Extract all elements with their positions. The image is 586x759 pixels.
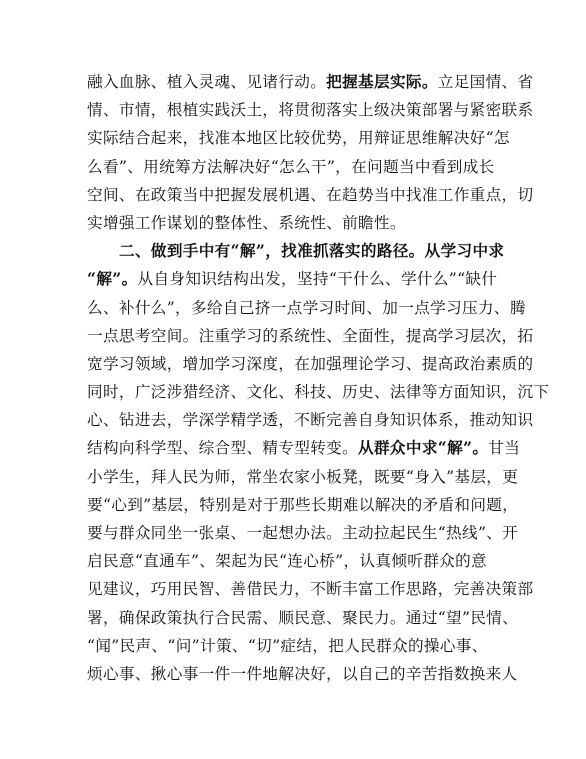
text-span: 心、钻进去，学深学精学透，不断完善自身知识体系，推动知识 bbox=[87, 411, 534, 430]
text-span: 要“心到”基层，特别是对于那些长期难以解决的矛盾和问题， bbox=[87, 495, 519, 514]
text-span: 同时，广泛涉猎经济、文化、科技、历史、法律等方面知识，沉下 bbox=[87, 383, 550, 402]
text-span: 结构向科学型、综合型、精专型转变。 bbox=[87, 439, 359, 458]
text-line bbox=[87, 519, 519, 547]
text-span: 实际结合起来，找准本地区比较优势，用辩证思维解决好“怎 bbox=[87, 129, 510, 148]
text-line bbox=[87, 294, 526, 322]
text-line bbox=[87, 124, 510, 152]
body-text bbox=[87, 68, 550, 688]
text-line bbox=[87, 547, 499, 575]
text-line bbox=[87, 463, 519, 491]
text-line bbox=[87, 406, 534, 434]
text-line bbox=[87, 632, 499, 660]
text-span: 情、市情，根植实践沃土，将贯彻落实上级决策部署与紧密联系 bbox=[87, 101, 534, 120]
text-line bbox=[87, 153, 499, 181]
text-span: “闻”民声、“问”计策、“切”症结，把人民群众的操心事、 bbox=[87, 636, 488, 655]
bold-text-span: 从群众中求“解”。 bbox=[358, 438, 489, 458]
text-span: 么、补什么”，多给自己挤一点学习时间、加一点学习压力、腾 bbox=[87, 298, 526, 317]
text-span: 宽学习领域，增加学习深度，在加强理论学习、提高政治素质的 bbox=[87, 354, 534, 373]
bold-text-span: 把握基层实际。 bbox=[326, 72, 438, 91]
text-line bbox=[87, 491, 519, 519]
bold-text-span: 二、做到手中有“解”，找准抓落实的路径。 bbox=[119, 241, 425, 261]
text-span: 署，确保政策执行合民需、顺民意、聚民力。通过“望”民情、 bbox=[87, 608, 519, 627]
text-span: 实增强工作谋划的整体性、系统性、前瞻性。 bbox=[87, 213, 406, 232]
text-line bbox=[87, 604, 519, 632]
text-line bbox=[87, 660, 518, 688]
text-line bbox=[87, 575, 534, 603]
text-line bbox=[87, 96, 534, 124]
text-span: 融入血脉、植入灵魂、见诸行动。 bbox=[87, 73, 327, 91]
text-line bbox=[87, 209, 499, 237]
bold-text-span: 从学习中求 bbox=[424, 241, 505, 261]
text-span: 从自身知识结构出发，坚持“干什么、学什么”“缺什 bbox=[137, 270, 498, 289]
text-span: 启民意“直通车”、架起为民“连心桥”，认真倾听群众的意 bbox=[87, 552, 487, 571]
text-line bbox=[87, 322, 534, 350]
text-line bbox=[87, 181, 534, 209]
text-line bbox=[87, 378, 550, 406]
text-span: 么看”、用统筹方法解决好“怎么干”，在问题当中看到成长 bbox=[87, 157, 495, 176]
text-span: 甘当 bbox=[488, 439, 521, 458]
text-span: 立足国情、省 bbox=[437, 73, 534, 91]
text-line bbox=[87, 434, 521, 462]
bold-text-span: “解”。 bbox=[87, 269, 138, 289]
text-span: 空间、在政策当中把握发展机遇、在趋势当中找准工作重点，切 bbox=[87, 185, 534, 204]
text-span: 见建议，巧用民智、善借民力，不断丰富工作思路，完善决策部 bbox=[87, 580, 534, 599]
text-line bbox=[87, 350, 534, 378]
text-span: 烦心事、揪心事一件一件地解决好，以自己的辛苦指数换来人 bbox=[87, 664, 518, 683]
text-span: 小学生，拜人民为师，常坐农家小板凳，既要“身入”基层，更 bbox=[87, 467, 519, 486]
text-span: 一点思考空间。注重学习的系统性、全面性，提高学习层次，拓 bbox=[87, 326, 534, 345]
text-line bbox=[87, 265, 499, 293]
text-line bbox=[87, 237, 505, 265]
text-line bbox=[87, 68, 534, 96]
text-span: 要与群众同坐一张桌、一起想办法。主动拉起民生“热线”、开 bbox=[87, 524, 519, 542]
